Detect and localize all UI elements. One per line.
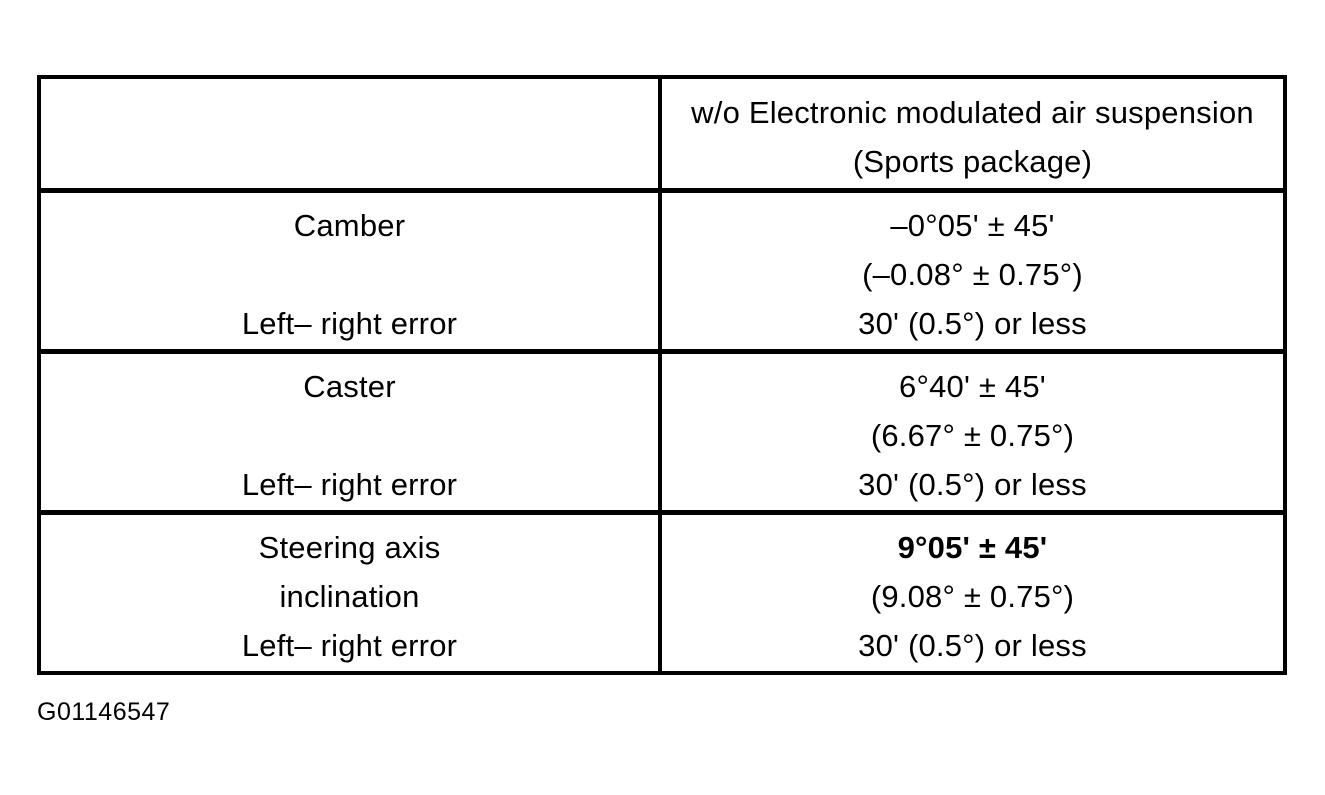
camber-label-spacer [41, 250, 658, 299]
caster-value-minutes: 6°40' ± 45' [899, 369, 1046, 404]
figure-id-caption: G01146547 [37, 698, 171, 726]
caster-label-cell [41, 354, 662, 510]
header-value-line-1: w/o Electronic modulated air suspension [691, 95, 1254, 130]
camber-error-value: 30' (0.5°) or less [858, 306, 1087, 341]
table-row-caster [41, 349, 1283, 510]
camber-left-right-error-label: Left– right error [241, 306, 458, 341]
sai-error-value: 30' (0.5°) or less [858, 628, 1087, 663]
camber-label-cell [41, 193, 662, 349]
camber-value-cell [662, 193, 1283, 349]
sai-label-line-2: inclination [279, 579, 420, 614]
table-header-row [41, 79, 1283, 188]
table-row-steering-axis-inclination [41, 510, 1283, 671]
header-label-cell [41, 79, 662, 188]
sai-value-minutes: 9°05' ± 45' [897, 530, 1048, 565]
sai-value-cell [662, 515, 1283, 671]
sai-label-line-1: Steering axis [258, 530, 441, 565]
caster-value-degrees: (6.67° ± 0.75°) [870, 418, 1075, 453]
header-label-text [41, 88, 658, 137]
table-row-camber [41, 188, 1283, 349]
caster-label-spacer [41, 411, 658, 460]
sai-value-degrees: (9.08° ± 0.75°) [870, 579, 1075, 614]
sai-label-cell [41, 515, 662, 671]
alignment-spec-table [37, 75, 1287, 675]
camber-value-minutes: –0°05' ± 45' [890, 208, 1055, 243]
sai-left-right-error-label: Left– right error [241, 628, 458, 663]
header-value-cell [662, 79, 1283, 188]
caster-left-right-error-label: Left– right error [241, 467, 458, 502]
camber-label: Camber [293, 208, 406, 243]
camber-value-degrees: (–0.08° ± 0.75°) [862, 257, 1083, 292]
caster-label: Caster [303, 369, 396, 404]
caster-value-cell [662, 354, 1283, 510]
caster-error-value: 30' (0.5°) or less [858, 467, 1087, 502]
header-value-line-2: (Sports package) [852, 144, 1093, 179]
